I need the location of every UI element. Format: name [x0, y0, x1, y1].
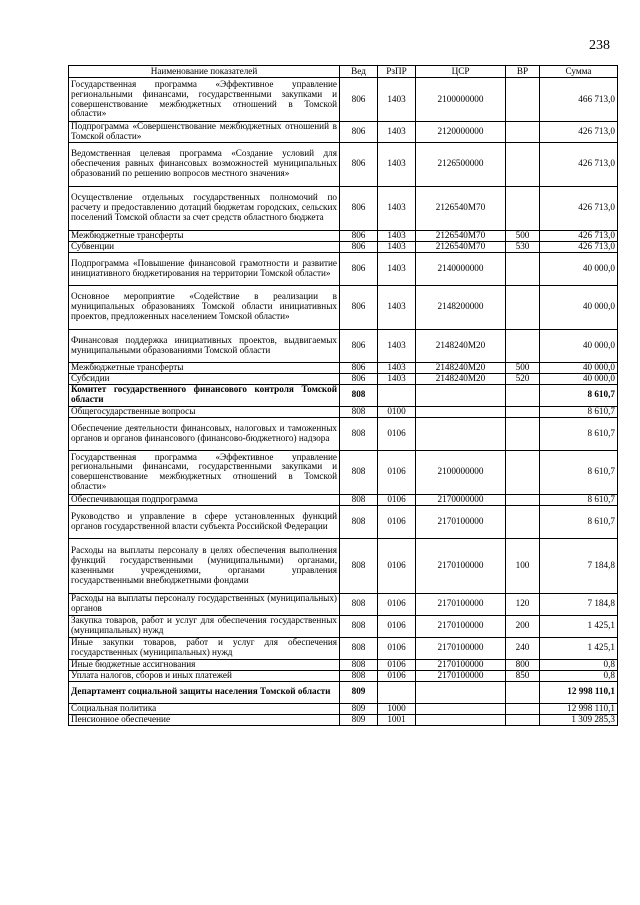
cell-sum: 426 713,0 [540, 241, 618, 252]
cell-name: Общегосударственные вопросы [69, 406, 340, 417]
cell-sum: 8 610,7 [540, 406, 618, 417]
cell-csr: 2140000000 [416, 252, 506, 285]
cell-ved: 806 [340, 373, 378, 384]
cell-name: Осуществление отдельных государственных полномочий по расчету и предоставлению дотаций бюджетам городских, сельских поселений Томской области за счет средств областного бюджета [69, 186, 340, 230]
cell-ved: 806 [340, 285, 378, 329]
cell-rzpr: 0106 [378, 450, 416, 494]
cell-vr [506, 450, 540, 494]
cell-vr: 240 [506, 637, 540, 659]
cell-name: Департамент социальной защиты населения Томской области [69, 681, 340, 703]
table-row [69, 593, 618, 615]
table-row [69, 373, 618, 384]
cell-sum: 40 000,0 [540, 329, 618, 362]
cell-ved: 809 [340, 703, 378, 714]
cell-name: Ведомственная целевая программа «Создание условий для обеспечения равных финансовых возможностей муниципальных образований по решению вопросов местного значения» [69, 142, 340, 186]
cell-sum: 8 610,7 [540, 384, 618, 406]
cell-sum: 40 000,0 [540, 285, 618, 329]
cell-csr: 2170100000 [416, 538, 506, 593]
cell-name: Социальная политика [69, 703, 340, 714]
cell-csr: 2148240М20 [416, 362, 506, 373]
cell-vr [506, 329, 540, 362]
table-header-row [69, 66, 618, 78]
cell-sum: 1 425,1 [540, 637, 618, 659]
cell-rzpr: 1403 [378, 230, 416, 241]
table-row [69, 538, 618, 593]
cell-name: Пенсионное обеспечение [69, 714, 340, 725]
cell-rzpr: 1403 [378, 285, 416, 329]
table-row [69, 230, 618, 241]
cell-ved: 808 [340, 615, 378, 637]
cell-vr [506, 681, 540, 703]
cell-rzpr: 1000 [378, 703, 416, 714]
cell-vr [506, 505, 540, 538]
table-row [69, 450, 618, 494]
cell-vr: 100 [506, 538, 540, 593]
cell-name: Межбюджетные трансферты [69, 362, 340, 373]
cell-sum: 1 309 285,3 [540, 714, 618, 725]
cell-name: Государственная программа «Эффективное управление региональными финансами, государственными закупками и совершенствование межбюджетных отношений в Томской области» [69, 450, 340, 494]
cell-vr [506, 384, 540, 406]
cell-ved: 806 [340, 362, 378, 373]
cell-rzpr [378, 384, 416, 406]
table-row [69, 714, 618, 725]
cell-csr [416, 406, 506, 417]
cell-vr [506, 494, 540, 505]
cell-csr: 2170100000 [416, 615, 506, 637]
cell-name: Расходы на выплаты персоналу государственных (муниципальных) органов [69, 593, 340, 615]
cell-rzpr: 0106 [378, 615, 416, 637]
table-row [69, 417, 618, 450]
cell-name: Межбюджетные трансферты [69, 230, 340, 241]
cell-rzpr: 0106 [378, 593, 416, 615]
cell-csr: 2170100000 [416, 593, 506, 615]
cell-csr: 2100000000 [416, 450, 506, 494]
header-csr: ЦСР [416, 66, 506, 78]
cell-sum: 40 000,0 [540, 373, 618, 384]
cell-vr: 800 [506, 659, 540, 670]
cell-csr [416, 681, 506, 703]
cell-csr: 2126540М70 [416, 241, 506, 252]
cell-ved: 808 [340, 450, 378, 494]
cell-sum: 8 610,7 [540, 494, 618, 505]
cell-csr [416, 384, 506, 406]
table-row [69, 122, 618, 143]
cell-csr: 2170000000 [416, 494, 506, 505]
cell-csr: 2100000000 [416, 78, 506, 122]
cell-ved: 808 [340, 659, 378, 670]
cell-name: Основное мероприятие «Содействие в реализации в муниципальных образованиях Томской области инициативных проектов, предложенных населением Томской области» [69, 285, 340, 329]
cell-csr: 2148240М20 [416, 373, 506, 384]
table-row [69, 637, 618, 659]
cell-ved: 808 [340, 670, 378, 681]
cell-sum: 8 610,7 [540, 417, 618, 450]
table-row [69, 494, 618, 505]
cell-rzpr: 1403 [378, 142, 416, 186]
cell-name: Расходы на выплаты персоналу в целях обеспечения выполнения функций государственными (муниципальными) органами, казенными учреждениями, органами управления государственными внебюджетными фондами [69, 538, 340, 593]
cell-sum: 8 610,7 [540, 450, 618, 494]
cell-sum: 0,8 [540, 659, 618, 670]
table-row [69, 505, 618, 538]
cell-name: Обеспечение деятельности финансовых, налоговых и таможенных органов и органов финансового (финансово-бюджетного) надзора [69, 417, 340, 450]
cell-sum: 1 425,1 [540, 615, 618, 637]
cell-sum: 7 184,8 [540, 538, 618, 593]
budget-table [68, 65, 618, 726]
cell-name: Финансовая поддержка инициативных проектов, выдвигаемых муниципальными образованиями Томской области [69, 329, 340, 362]
cell-vr [506, 406, 540, 417]
header-name: Наименование показателей [69, 66, 340, 78]
cell-csr: 2126500000 [416, 142, 506, 186]
cell-name: Субвенции [69, 241, 340, 252]
table-row [69, 329, 618, 362]
cell-vr [506, 122, 540, 143]
cell-vr [506, 252, 540, 285]
cell-csr: 2170100000 [416, 670, 506, 681]
cell-ved: 808 [340, 494, 378, 505]
cell-name: Подпрограмма «Повышение финансовой грамотности и развитие инициативного бюджетирования на территории Томской области» [69, 252, 340, 285]
table-row [69, 703, 618, 714]
table-row [69, 670, 618, 681]
cell-sum: 426 713,0 [540, 230, 618, 241]
cell-csr: 2170100000 [416, 505, 506, 538]
cell-ved: 808 [340, 637, 378, 659]
cell-ved: 808 [340, 417, 378, 450]
cell-vr: 200 [506, 615, 540, 637]
table-row [69, 186, 618, 230]
table-row [69, 285, 618, 329]
table-row [69, 78, 618, 122]
header-vr: ВР [506, 66, 540, 78]
header-sum: Сумма [540, 66, 618, 78]
cell-rzpr: 1403 [378, 373, 416, 384]
cell-rzpr: 0100 [378, 406, 416, 417]
cell-vr [506, 186, 540, 230]
cell-vr: 530 [506, 241, 540, 252]
cell-vr [506, 417, 540, 450]
cell-ved: 806 [340, 230, 378, 241]
cell-vr [506, 703, 540, 714]
cell-name: Государственная программа «Эффективное управление региональными финансами, государственными закупками и совершенствование межбюджетных отношений в Томской области» [69, 78, 340, 122]
cell-rzpr: 1403 [378, 78, 416, 122]
table-row [69, 142, 618, 186]
cell-ved: 806 [340, 142, 378, 186]
cell-vr [506, 714, 540, 725]
cell-csr: 2148240М20 [416, 329, 506, 362]
cell-sum: 0,8 [540, 670, 618, 681]
cell-sum: 426 713,0 [540, 122, 618, 143]
cell-rzpr: 1403 [378, 122, 416, 143]
cell-name: Субсидии [69, 373, 340, 384]
cell-ved: 808 [340, 538, 378, 593]
cell-rzpr: 1403 [378, 329, 416, 362]
cell-vr [506, 142, 540, 186]
table-body [69, 78, 618, 726]
cell-rzpr: 1001 [378, 714, 416, 725]
cell-ved: 806 [340, 122, 378, 143]
table-row [69, 681, 618, 703]
cell-ved: 808 [340, 384, 378, 406]
cell-rzpr: 0106 [378, 659, 416, 670]
cell-rzpr: 0106 [378, 670, 416, 681]
cell-rzpr: 0106 [378, 494, 416, 505]
cell-sum: 8 610,7 [540, 505, 618, 538]
cell-vr: 850 [506, 670, 540, 681]
table-row [69, 252, 618, 285]
cell-ved: 806 [340, 186, 378, 230]
cell-rzpr: 1403 [378, 186, 416, 230]
cell-name: Закупка товаров, работ и услуг для обеспечения государственных (муниципальных) нужд [69, 615, 340, 637]
table-row [69, 615, 618, 637]
cell-sum: 40 000,0 [540, 252, 618, 285]
cell-ved: 809 [340, 681, 378, 703]
table-row [69, 659, 618, 670]
table-row [69, 362, 618, 373]
cell-rzpr: 0106 [378, 637, 416, 659]
cell-vr [506, 285, 540, 329]
cell-sum: 12 998 110,1 [540, 681, 618, 703]
cell-name: Комитет государственного финансового контроля Томской области [69, 384, 340, 406]
cell-sum: 40 000,0 [540, 362, 618, 373]
cell-rzpr: 0106 [378, 538, 416, 593]
cell-ved: 808 [340, 505, 378, 538]
cell-name: Иные закупки товаров, работ и услуг для обеспечения государственных (муниципальных) нужд [69, 637, 340, 659]
cell-rzpr: 1403 [378, 241, 416, 252]
cell-csr: 2170100000 [416, 637, 506, 659]
cell-name: Обеспечивающая подпрограмма [69, 494, 340, 505]
page-number: 238 [589, 38, 610, 53]
cell-vr: 500 [506, 230, 540, 241]
cell-name: Руководство и управление в сфере установленных функций органов государственной власти субъекта Российской Федерации [69, 505, 340, 538]
cell-sum: 426 713,0 [540, 186, 618, 230]
cell-ved: 806 [340, 78, 378, 122]
cell-rzpr: 0106 [378, 505, 416, 538]
cell-sum: 7 184,8 [540, 593, 618, 615]
header-rzpr: РзПР [378, 66, 416, 78]
cell-ved: 806 [340, 329, 378, 362]
cell-csr: 2126540М70 [416, 186, 506, 230]
cell-csr [416, 703, 506, 714]
cell-ved: 808 [340, 593, 378, 615]
cell-csr [416, 417, 506, 450]
cell-ved: 806 [340, 252, 378, 285]
cell-rzpr: 1403 [378, 362, 416, 373]
cell-sum: 426 713,0 [540, 142, 618, 186]
cell-sum: 466 713,0 [540, 78, 618, 122]
cell-vr [506, 78, 540, 122]
cell-ved: 808 [340, 406, 378, 417]
cell-vr: 500 [506, 362, 540, 373]
cell-csr [416, 714, 506, 725]
table-row [69, 241, 618, 252]
cell-vr: 520 [506, 373, 540, 384]
cell-csr: 2170100000 [416, 659, 506, 670]
cell-name: Подпрограмма «Совершенствование межбюджетных отношений в Томской области» [69, 122, 340, 143]
table-row [69, 384, 618, 406]
cell-csr: 2148200000 [416, 285, 506, 329]
cell-rzpr: 1403 [378, 252, 416, 285]
cell-csr: 2126540М70 [416, 230, 506, 241]
cell-csr: 2120000000 [416, 122, 506, 143]
cell-ved: 806 [340, 241, 378, 252]
table-row [69, 406, 618, 417]
cell-rzpr [378, 681, 416, 703]
cell-rzpr: 0106 [378, 417, 416, 450]
cell-name: Иные бюджетные ассигнования [69, 659, 340, 670]
header-ved: Вед [340, 66, 378, 78]
cell-sum: 12 998 110,1 [540, 703, 618, 714]
cell-ved: 809 [340, 714, 378, 725]
cell-name: Уплата налогов, сборов и иных платежей [69, 670, 340, 681]
cell-vr: 120 [506, 593, 540, 615]
